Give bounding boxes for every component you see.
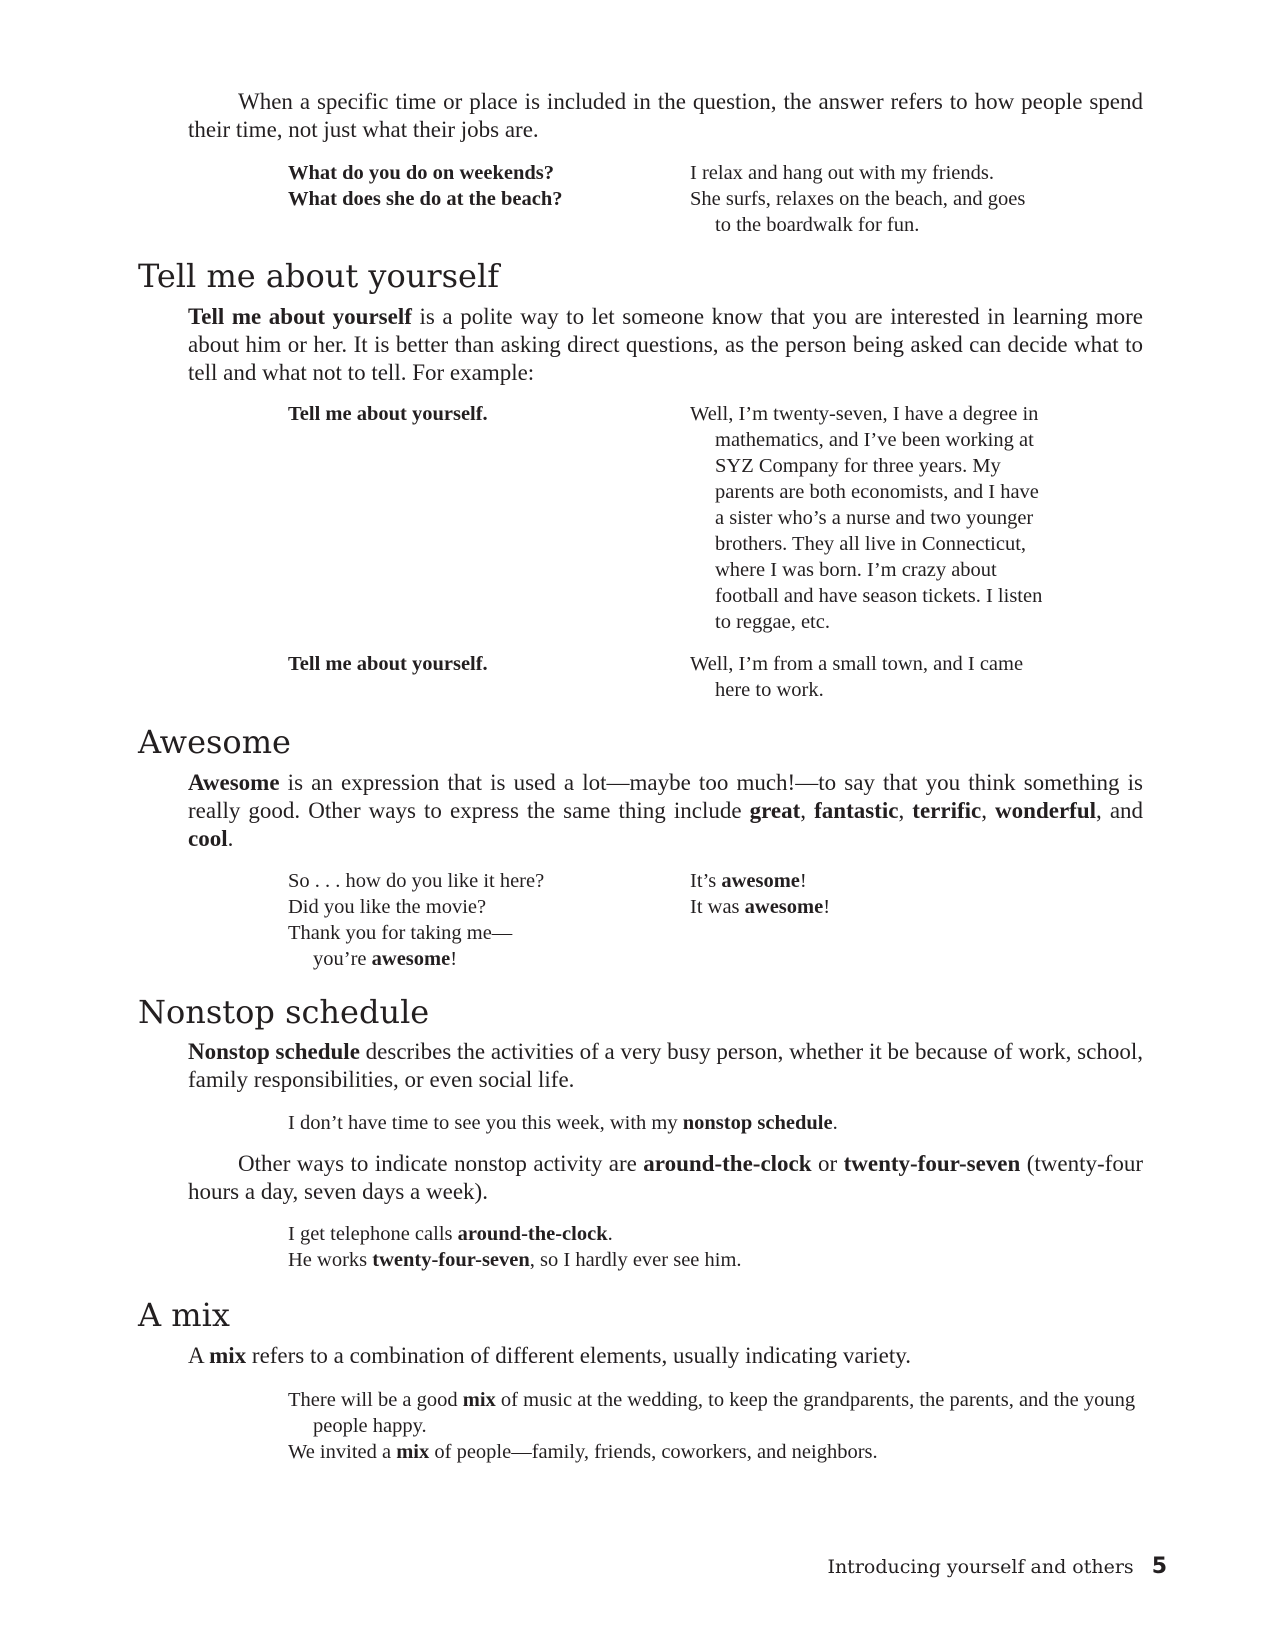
text: , and — [1096, 798, 1144, 823]
text: ! — [450, 948, 458, 970]
awesome-paragraph — [188, 769, 1143, 853]
example-answer — [690, 894, 1050, 920]
section-heading-a-mix: A mix — [138, 1296, 230, 1334]
term: cool — [188, 826, 228, 851]
term: mix — [462, 1389, 496, 1411]
text: A — [188, 1343, 210, 1368]
term: around-the-clock — [457, 1223, 608, 1245]
text: describes the activities of a very busy person, whether it be because of work, school, family responsibilities, or even social life. — [188, 1039, 1143, 1092]
chapter-title: Introducing yourself and others — [827, 1556, 1134, 1578]
term: mix — [396, 1441, 430, 1463]
example-answer: I relax and hang out with my friends. — [690, 162, 995, 184]
term: mix — [209, 1343, 247, 1368]
text: . — [607, 1223, 613, 1245]
term: great — [749, 798, 801, 823]
text: ! — [823, 896, 831, 918]
text: We invited a — [288, 1441, 397, 1463]
text: of music at the wedding, to keep the grandparents, the parents, and the young people happy. — [313, 1389, 1136, 1437]
text: , — [898, 798, 913, 823]
text: ! — [799, 870, 807, 892]
text: There will be a good — [288, 1389, 463, 1411]
example-question: Did you like the movie? — [288, 896, 487, 918]
section-heading-awesome: Awesome — [138, 723, 291, 761]
text: or — [811, 1151, 844, 1176]
text: , — [800, 798, 815, 823]
text: It’s — [690, 870, 722, 892]
term: fantastic — [814, 798, 899, 823]
text: is an expression that is used a lot—maybe too much!—to say that you think something is really good. Other ways to express the same thing include — [188, 770, 1143, 823]
example-question: What do you do on weekends? — [288, 162, 554, 184]
mix-paragraph — [188, 1342, 1143, 1370]
text: Thank you for taking me—you’re — [288, 922, 513, 970]
text: , — [981, 798, 996, 823]
term: terrific — [912, 798, 982, 823]
example-question: What does she do at the beach? — [288, 188, 563, 210]
page-number: 5 — [1151, 1554, 1167, 1579]
text: Other ways to indicate nonstop activity are — [238, 1151, 644, 1176]
nonstop-examples — [288, 1221, 1148, 1273]
mix-examples — [288, 1387, 1143, 1465]
section-heading-tell-me-about-yourself: Tell me about yourself — [138, 257, 500, 295]
term: around-the-clock — [643, 1151, 812, 1176]
section-heading-nonstop-schedule: Nonstop schedule — [138, 993, 430, 1031]
term: twenty-four-seven — [372, 1249, 530, 1271]
nonstop-paragraph — [188, 1038, 1143, 1094]
example-question — [288, 920, 558, 972]
term: Nonstop schedule — [188, 1039, 360, 1064]
term: wonderful — [995, 798, 1096, 823]
example-line — [288, 1439, 1143, 1465]
intro-text: When a specific time or place is included in the question, the answer refers to how people spend their time, not just what their jobs are. — [188, 89, 1143, 142]
example-line — [288, 1221, 1148, 1247]
text: . — [832, 1112, 838, 1134]
example-answer: Well, I’m from a small town, and I came here to work. — [690, 653, 1024, 701]
text: of people—family, friends, coworkers, and neighbors. — [429, 1441, 878, 1463]
example-answer: She surfs, relaxes on the beach, and goes to the boardwalk for fun. — [690, 188, 1026, 236]
text: . — [227, 826, 234, 851]
term: awesome — [721, 870, 800, 892]
example-question: Tell me about yourself. — [288, 653, 488, 675]
text: It was — [690, 896, 745, 918]
text: , so I hardly ever see him. — [529, 1249, 742, 1271]
text: I get telephone calls — [288, 1223, 458, 1245]
example-question: So . . . how do you like it here? — [288, 870, 545, 892]
text: refers to a combination of different elements, usually indicating variety. — [246, 1343, 912, 1368]
term: twenty-four-seven — [843, 1151, 1021, 1176]
term: Awesome — [188, 770, 280, 795]
text: He works — [288, 1249, 373, 1271]
example-answer — [690, 868, 1050, 894]
example-question: Tell me about yourself. — [288, 403, 488, 425]
term: awesome — [371, 948, 451, 970]
tell-text: is a polite way to let someone know that you are interested in learning more about him or her. It is better than asking direct questions, as the person being asked can decide what to tell and what not to tell. For example: — [188, 304, 1143, 385]
example-line — [288, 1247, 1148, 1273]
example-line — [288, 1387, 1143, 1439]
example-answer: Well, I’m twenty-seven, I have a degree in mathematics, and I’ve been working at SYZ Company for three years. My parents are both economists, and I have a sister who’s a nurse and two younger brothers. They all live in Connecticut, where I was born. I’m crazy about football and have season tickets. I listen to reggae, etc. — [690, 403, 1043, 633]
text: I don’t have time to see you this week, with my — [288, 1112, 683, 1134]
tell-paragraph — [188, 303, 1143, 387]
term: awesome — [744, 896, 824, 918]
intro-paragraph — [188, 88, 1143, 144]
term: nonstop schedule — [682, 1112, 833, 1134]
nonstop-paragraph-2 — [188, 1150, 1143, 1206]
page-footer — [827, 1554, 1167, 1579]
term: Tell me about yourself — [188, 304, 412, 329]
nonstop-example — [288, 1110, 1148, 1136]
text: (twenty-four hours a day, seven days a week). — [188, 1151, 1143, 1204]
